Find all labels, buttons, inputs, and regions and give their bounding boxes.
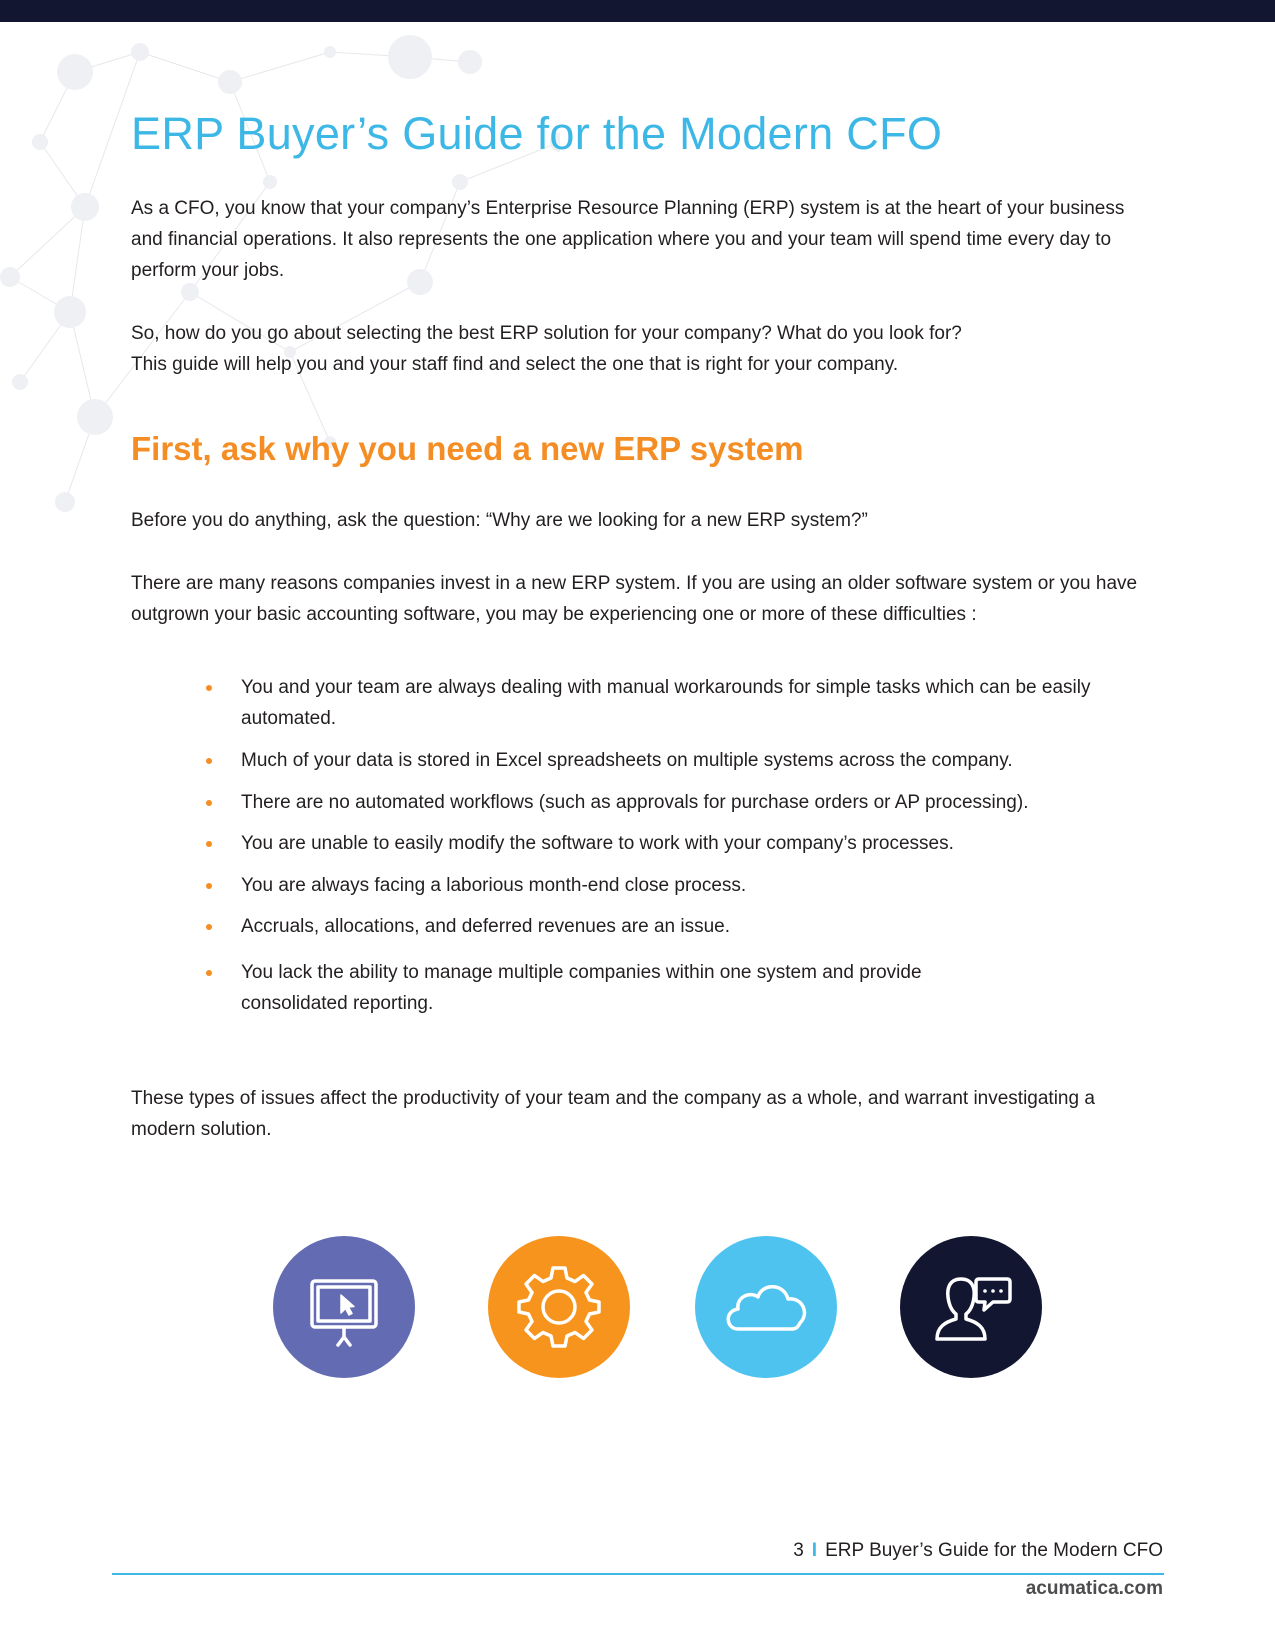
footer-divider — [112, 1573, 1164, 1575]
list-item-text: There are no automated workflows (such as approvals for purchase orders or AP processing). — [241, 792, 1029, 813]
page-number: 3 — [793, 1540, 804, 1561]
list-item-text: You are unable to easily modify the software to work with your company’s processes. — [241, 833, 954, 854]
bullet-dot-icon — [206, 924, 212, 930]
list-item — [206, 911, 1106, 942]
list-item — [206, 957, 966, 1019]
gear-icon — [488, 1236, 630, 1378]
bullet-dot-icon — [206, 841, 212, 847]
top-header-bar — [0, 0, 1275, 22]
list-item — [206, 870, 1106, 901]
list-item — [206, 828, 1106, 859]
list-item-text: Accruals, allocations, and deferred revenues are an issue. — [241, 916, 730, 937]
cloud-icon — [695, 1236, 837, 1378]
intro-guide-line: This guide will help you and your staff find and select the one that is right for your company. — [131, 354, 899, 375]
section-heading: First, ask why you need a new ERP system — [131, 430, 804, 467]
intro-paragraph: As a CFO, you know that your company’s Enterprise Resource Planning (ERP) system is at the heart of your business and financial operations. It also represents the one application where you and your team will spend time every day to perform your jobs. — [131, 198, 1125, 281]
list-item-text: You lack the ability to manage multiple companies within one system and provide consolidated reporting. — [241, 962, 922, 1014]
bullet-dot-icon — [206, 970, 212, 976]
page-title: ERP Buyer’s Guide for the Modern CFO — [131, 108, 943, 159]
presentation-screen-icon — [273, 1236, 415, 1378]
bullet-dot-icon — [206, 800, 212, 806]
list-item-text: Much of your data is stored in Excel spreadsheets on multiple systems across the company. — [241, 750, 1013, 771]
list-item — [206, 787, 1106, 818]
list-item — [206, 672, 1106, 734]
footer-doc-title: ERP Buyer’s Guide for the Modern CFO — [825, 1540, 1163, 1561]
bullet-dot-icon — [206, 883, 212, 889]
footer-separator: I — [811, 1540, 818, 1561]
user-chat-icon — [900, 1236, 1042, 1378]
footer-website: acumatica.com — [1025, 1578, 1163, 1599]
section-reasons-paragraph: There are many reasons companies invest in a new ERP system. If you are using an older software system or you have outgrown your basic accounting software, you may be experiencing one or more of these difficulties : — [131, 573, 1138, 625]
intro-question-line: So, how do you go about selecting the best ERP solution for your company? What do you look for? — [131, 323, 962, 344]
footer-page-label — [793, 1540, 1163, 1562]
list-item-text: You and your team are always dealing with manual workarounds for simple tasks which can be easily automated. — [241, 677, 1091, 729]
list-item-text: You are always facing a laborious month-end close process. — [241, 875, 747, 896]
closing-paragraph: These types of issues affect the productivity of your team and the company as a whole, and warrant investigating a modern solution. — [131, 1088, 1095, 1140]
bullet-dot-icon — [206, 758, 212, 764]
intro-question-paragraph — [131, 318, 1151, 380]
bullet-dot-icon — [206, 685, 212, 691]
section-question-paragraph: Before you do anything, ask the question: “Why are we looking for a new ERP system?” — [131, 510, 868, 531]
list-item — [206, 745, 1106, 776]
